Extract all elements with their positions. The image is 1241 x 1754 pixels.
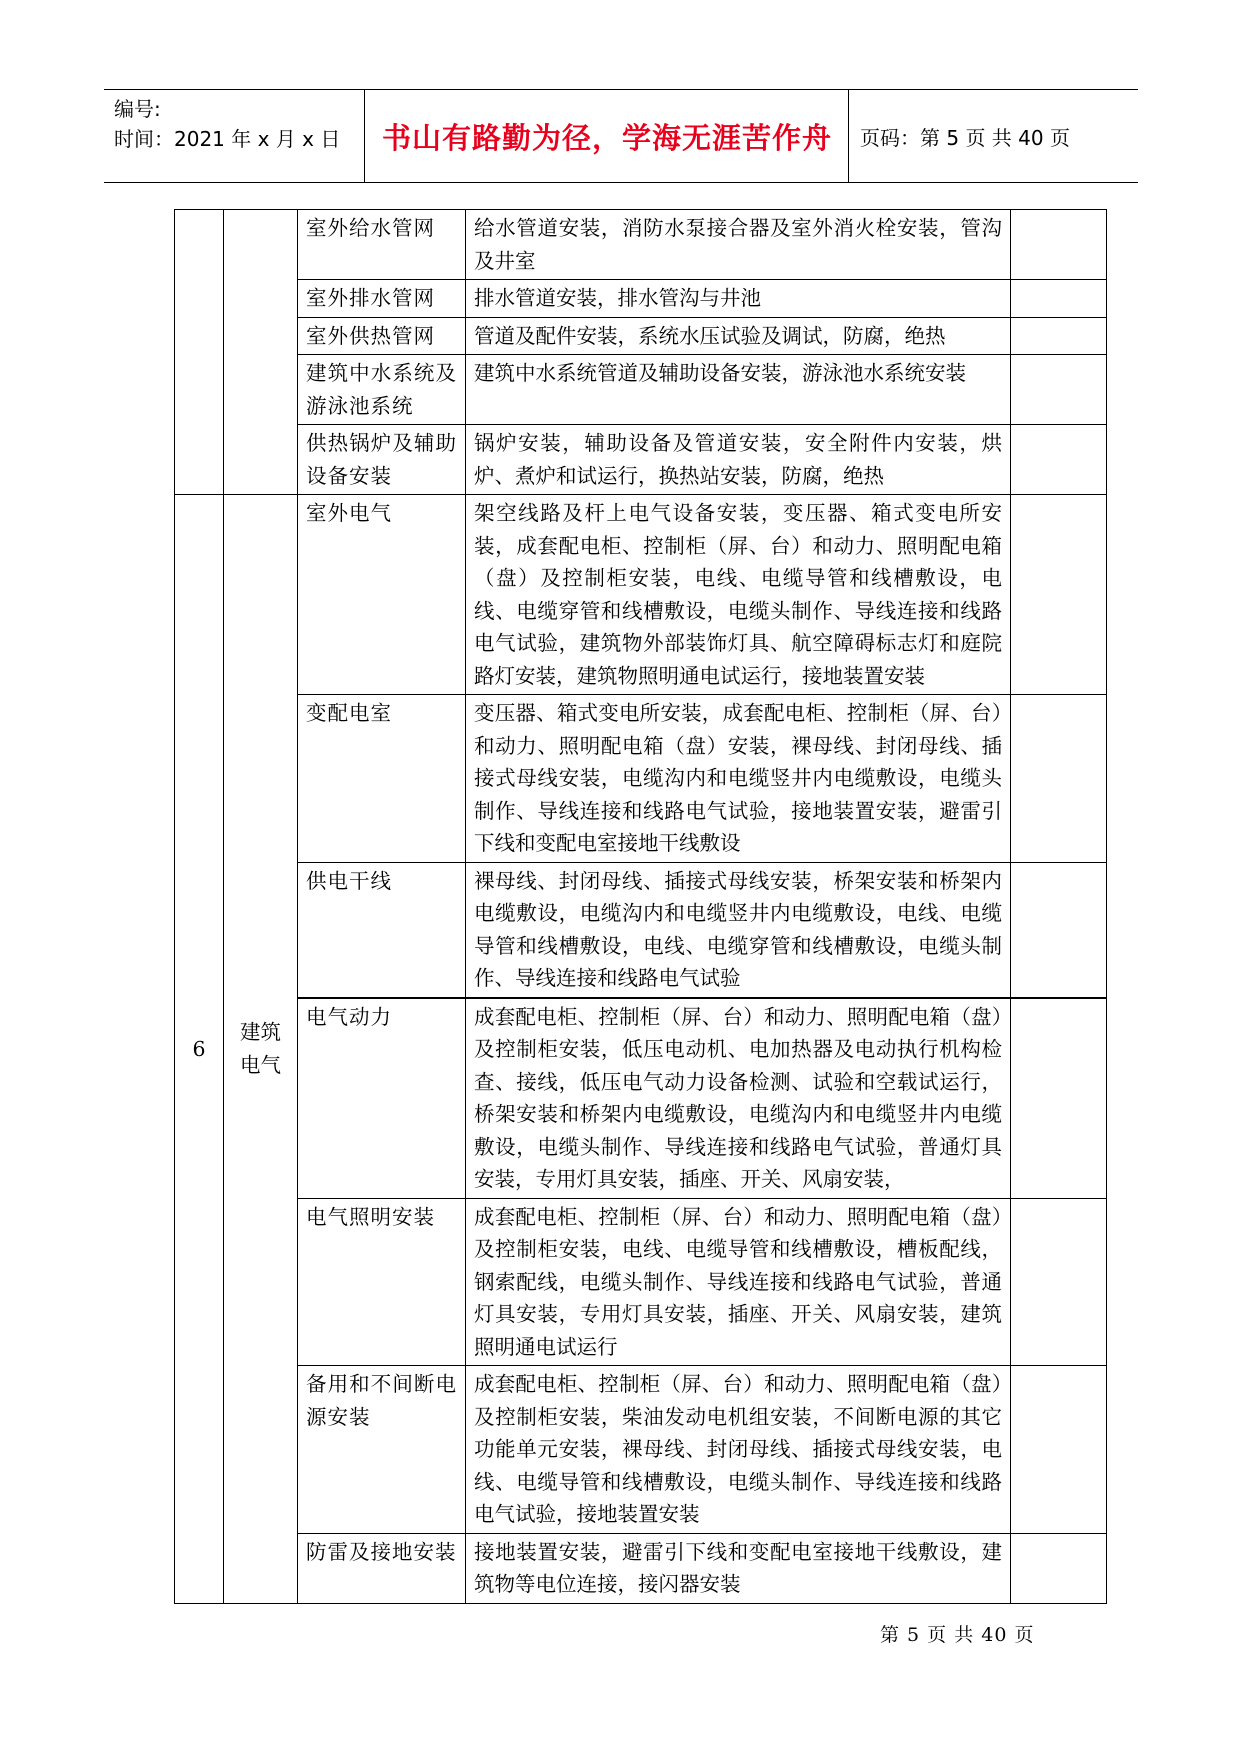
table-row	[175, 1198, 1107, 1366]
division-name-cell	[224, 210, 298, 495]
subdivision-name: 室外电气	[298, 495, 466, 695]
subitem-content: 成套配电柜、控制柜（屏、台）和动力、照明配电箱（盘）及控制柜安装，电线、电缆导管和线槽敷设，槽板配线，钢索配线，电缆头制作、导线连接和线路电气试验，普通灯具安装，专用灯具安装，插座、开关、风扇安装，建筑照明通电试运行	[466, 1198, 1011, 1366]
subitem-content: 给水管道安装，消防水泵接合器及室外消火栓安装，管沟及井室	[466, 210, 1011, 280]
table-row	[175, 1366, 1107, 1534]
table-row	[175, 495, 1107, 695]
blank-cell	[1011, 1198, 1107, 1366]
header-divider	[848, 90, 849, 182]
subdivision-name: 变配电室	[298, 695, 466, 863]
division-table	[174, 209, 1107, 1604]
subitem-content: 变压器、箱式变电所安装，成套配电柜、控制柜（屏、台）和动力、照明配电箱（盘）安装，裸母线、封闭母线、插接式母线安装，电缆沟内和电缆竖井内电缆敷设，电缆头制作、导线连接和线路电气试验，接地装置安装，避雷引下线和变配电室接地干线敷设	[466, 695, 1011, 863]
table-row	[175, 280, 1107, 318]
subdivision-name: 建筑中水系统及游泳池系统	[298, 355, 466, 425]
page-header	[104, 89, 1138, 183]
table-row	[175, 695, 1107, 863]
blank-cell	[1011, 355, 1107, 425]
header-motto: 书山有路勤为径，学海无涯苦作舟	[381, 120, 832, 155]
table-row	[175, 210, 1107, 280]
blank-cell	[1011, 280, 1107, 318]
subitem-content: 排水管道安装，排水管沟与井池	[466, 280, 1011, 318]
subdivision-name: 备用和不间断电源安装	[298, 1366, 466, 1534]
table-row	[175, 998, 1107, 1199]
subdivision-name: 防雷及接地安装	[298, 1533, 466, 1603]
division-number: 6	[175, 495, 224, 1604]
subdivision-name: 供电干线	[298, 862, 466, 998]
subitem-content: 成套配电柜、控制柜（屏、台）和动力、照明配电箱（盘）及控制柜安装，柴油发动电机组安装，不间断电源的其它功能单元安装，裸母线、封闭母线、插接式母线安装，电线、电缆导管和线槽敷设，电缆头制作、导线连接和线路电气试验，接地装置安装	[466, 1366, 1011, 1534]
blank-cell	[1011, 425, 1107, 495]
blank-cell	[1011, 1533, 1107, 1603]
subitem-content: 管道及配件安装，系统水压试验及调试，防腐，绝热	[466, 317, 1011, 355]
page-footer: 第 5 页 共 40 页	[880, 1624, 1035, 1646]
subitem-content: 成套配电柜、控制柜（屏、台）和动力、照明配电箱（盘）及控制柜安装，低压电动机、电加热器及电动执行机构检查、接线，低压电气动力设备检测、试验和空载试运行，桥架安装和桥架内电缆敷设，电缆沟内和电缆竖井内电缆敷设，电缆头制作、导线连接和线路电气试验，普通灯具安装，专用灯具安装，插座、开关、风扇安装，	[466, 998, 1011, 1199]
table-row	[175, 862, 1107, 998]
division-number-cell	[175, 210, 224, 495]
blank-cell	[1011, 317, 1107, 355]
subdivision-name: 室外给水管网	[298, 210, 466, 280]
subdivision-name: 室外供热管网	[298, 317, 466, 355]
subitem-content: 架空线路及杆上电气设备安装，变压器、箱式变电所安装，成套配电柜、控制柜（屏、台）和动力、照明配电箱（盘）及控制柜安装，电线、电缆导管和线槽敷设，电线、电缆穿管和线槽敷设，电缆头制作、导线连接和线路电气试验，建筑物外部装饰灯具、航空障碍标志灯和庭院路灯安装，建筑物照明通电试运行，接地装置安装	[466, 495, 1011, 695]
blank-cell	[1011, 695, 1107, 863]
blank-cell	[1011, 1366, 1107, 1534]
blank-cell	[1011, 495, 1107, 695]
header-page-number: 页码：第 5 页 共 40 页	[860, 125, 1070, 150]
table-row	[175, 317, 1107, 355]
doc-time-label: 时间：2021 年 x 月 x 日	[114, 127, 341, 151]
subdivision-name: 室外排水管网	[298, 280, 466, 318]
table-row	[175, 1533, 1107, 1603]
subdivision-name: 电气动力	[298, 998, 466, 1199]
subdivision-name: 电气照明安装	[298, 1198, 466, 1366]
table-row	[175, 425, 1107, 495]
subitem-content: 锅炉安装，辅助设备及管道安装，安全附件内安装，烘炉、煮炉和试运行，换热站安装，防腐，绝热	[466, 425, 1011, 495]
blank-cell	[1011, 998, 1107, 1199]
subdivision-name: 供热锅炉及辅助设备安装	[298, 425, 466, 495]
blank-cell	[1011, 862, 1107, 998]
subitem-content: 裸母线、封闭母线、插接式母线安装，桥架安装和桥架内电缆敷设，电缆沟内和电缆竖井内电缆敷设，电线、电缆导管和线槽敷设，电线、电缆穿管和线槽敷设，电缆头制作、导线连接和线路电气试验	[466, 862, 1011, 998]
subitem-content: 建筑中水系统管道及辅助设备安装，游泳池水系统安装	[466, 355, 1011, 425]
subitem-content: 接地装置安装，避雷引下线和变配电室接地干线敷设，建筑物等电位连接，接闪器安装	[466, 1533, 1011, 1603]
table-row	[175, 355, 1107, 425]
header-meta	[114, 94, 359, 154]
doc-code-label: 编号:	[114, 97, 161, 121]
header-divider	[364, 90, 365, 182]
division-name: 建筑电气	[224, 495, 298, 1604]
blank-cell	[1011, 210, 1107, 280]
